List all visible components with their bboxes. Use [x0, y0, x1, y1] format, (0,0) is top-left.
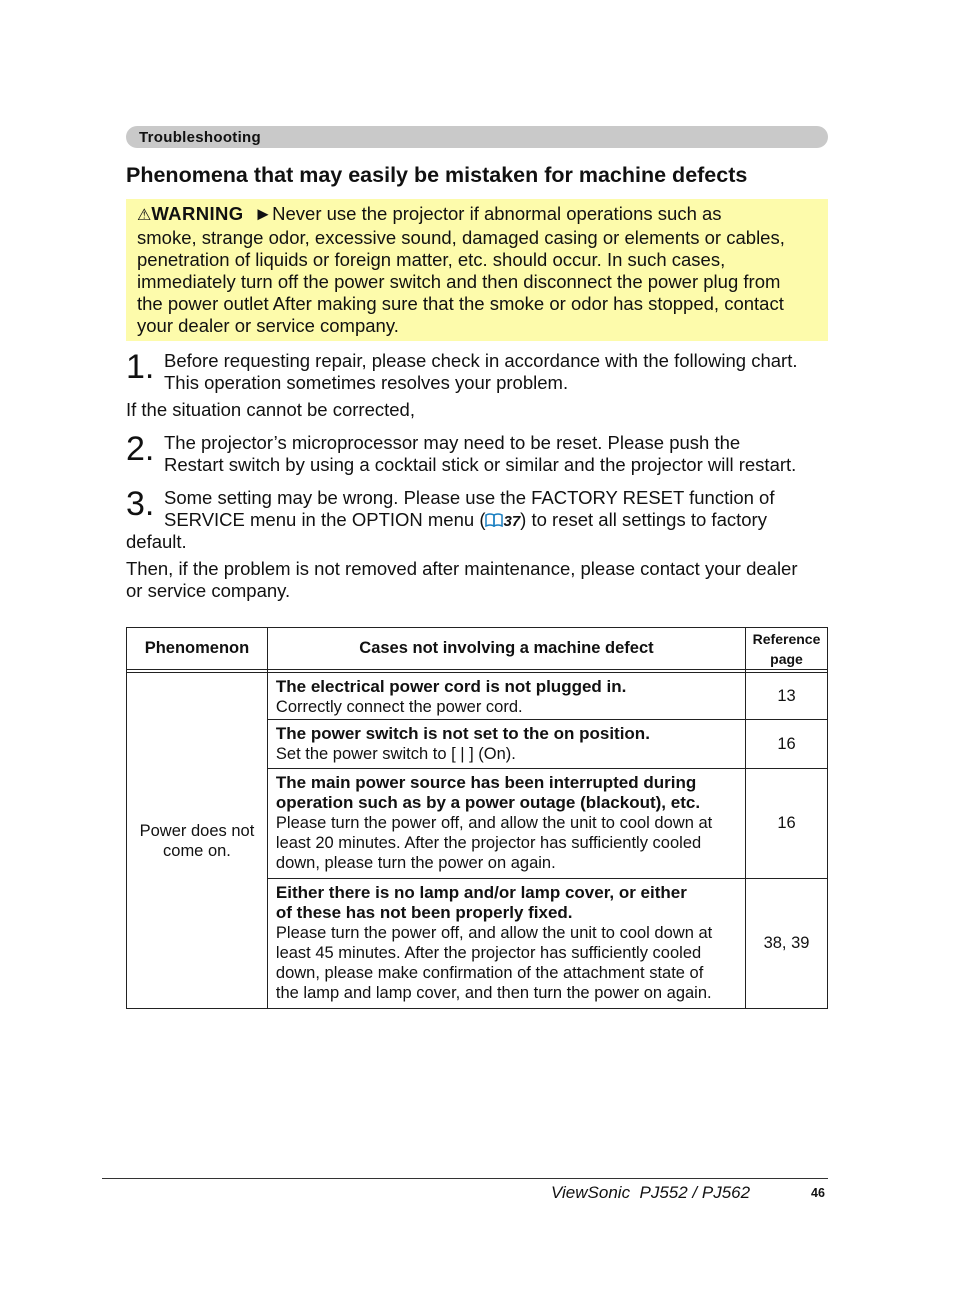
then-paragraph — [126, 558, 836, 602]
header-phenomenon: Phenomenon — [127, 628, 268, 670]
header-ref-line: Reference — [752, 630, 821, 647]
then-text: or service company. — [126, 580, 291, 601]
header-reference — [746, 628, 828, 670]
if-not-corrected-text: If the situation cannot be corrected, — [126, 399, 415, 420]
phenomenon-cell — [127, 673, 268, 1009]
step-text: Some setting may be wrong. Please use the FACTORY RESET function of — [164, 487, 775, 508]
manual-book-icon — [485, 513, 503, 527]
warning-arrow: ► — [253, 203, 273, 224]
step-number: 2. — [126, 430, 155, 468]
reference-page-cell: 16 — [746, 769, 828, 879]
then-text: Then, if the problem is not removed after maintenance, please contact your dealer — [126, 558, 798, 579]
step-text-part: ) to reset all settings to factory — [520, 509, 767, 530]
step-text-2 — [164, 509, 834, 533]
case-text: least 45 minutes. After the projector has sufficiently cooled — [275, 944, 702, 962]
step-text: Restart switch by using a cocktail stick or similar and the projector will restart. — [164, 454, 797, 475]
case-title: The power switch is not set to the on position. — [275, 724, 650, 743]
step-text-continuation: default. — [126, 531, 187, 552]
case-title: The electrical power cord is not plugged in. — [275, 677, 627, 696]
case-title: The main power source has been interrupted during — [275, 773, 697, 792]
step-text-part: SERVICE menu in the OPTION menu ( — [164, 509, 486, 530]
case-text: down, please make confirmation of the attachment state of — [275, 964, 704, 982]
footer-page-number: 46 — [811, 1186, 825, 1200]
step-text: Before requesting repair, please check in accordance with the following chart. — [164, 350, 798, 371]
step-text: This operation sometimes resolves your problem. — [164, 372, 569, 393]
warning-text-0: Never use the projector if abnormal operations such as — [272, 203, 722, 224]
header-ref-line: page — [770, 650, 803, 667]
warning-triangle-icon: ⚠ — [137, 207, 152, 224]
step-text: The projector’s microprocessor may need to be reset. Please push the — [164, 432, 741, 453]
reference-page-cell: 16 — [746, 720, 828, 769]
case-cell — [267, 673, 745, 720]
warning-line-0 — [137, 203, 820, 227]
case-cell — [267, 769, 745, 879]
page-reference: 37 — [503, 513, 521, 530]
warning-text-1: smoke, strange odor, excessive sound, damaged casing or elements or cables, — [137, 227, 785, 248]
step-number: 1. — [126, 348, 155, 386]
step-number: 3. — [126, 485, 155, 523]
case-text: Correctly connect the power cord. — [275, 698, 523, 716]
page-title: Phenomena that may easily be mistaken for machine defects — [126, 163, 748, 187]
case-title: Either there is no lamp and/or lamp cover, or either — [275, 883, 687, 902]
warning-text-4: the power outlet After making sure that the smoke or odor has stopped, contact — [137, 293, 784, 314]
case-cell — [267, 879, 745, 1009]
case-cell — [267, 720, 745, 769]
case-text: the lamp and lamp cover, and then turn the power on again. — [275, 984, 712, 1002]
section-bar — [126, 126, 828, 148]
warning-label: WARNING — [151, 203, 244, 224]
troubleshooting-table — [126, 627, 828, 1009]
case-title: of these has not been properly fixed. — [275, 903, 573, 922]
phenomenon-text: Power does not — [139, 821, 255, 840]
case-text: Please turn the power off, and allow the unit to cool down at — [275, 814, 713, 832]
case-title: operation such as by a power outage (blackout), etc. — [275, 793, 701, 812]
warning-text-5: your dealer or service company. — [137, 315, 399, 336]
reference-page-cell: 38, 39 — [746, 879, 828, 1009]
warning-text-2: penetration of liquids or foreign matter, etc. should occur. In such cases, — [137, 249, 726, 270]
warning-box — [126, 199, 828, 341]
case-text: Set the power switch to [ | ] (On). — [275, 745, 516, 763]
warning-text-3: immediately turn off the power switch and then disconnect the power plug from — [137, 271, 781, 292]
section-label: Troubleshooting — [139, 129, 261, 146]
footer-divider — [102, 1178, 828, 1179]
header-cases: Cases not involving a machine defect — [267, 628, 745, 670]
footer-brand: ViewSonic PJ552 / PJ562 — [551, 1183, 751, 1202]
table-row — [127, 673, 828, 720]
table-header-row — [127, 628, 828, 670]
case-text: least 20 minutes. After the projector has sufficiently cooled — [275, 834, 702, 852]
phenomenon-text: come on. — [163, 841, 231, 860]
reference-page-cell: 13 — [746, 673, 828, 720]
case-text: Please turn the power off, and allow the unit to cool down at — [275, 924, 713, 942]
case-text: down, please turn the power on again. — [275, 854, 556, 872]
